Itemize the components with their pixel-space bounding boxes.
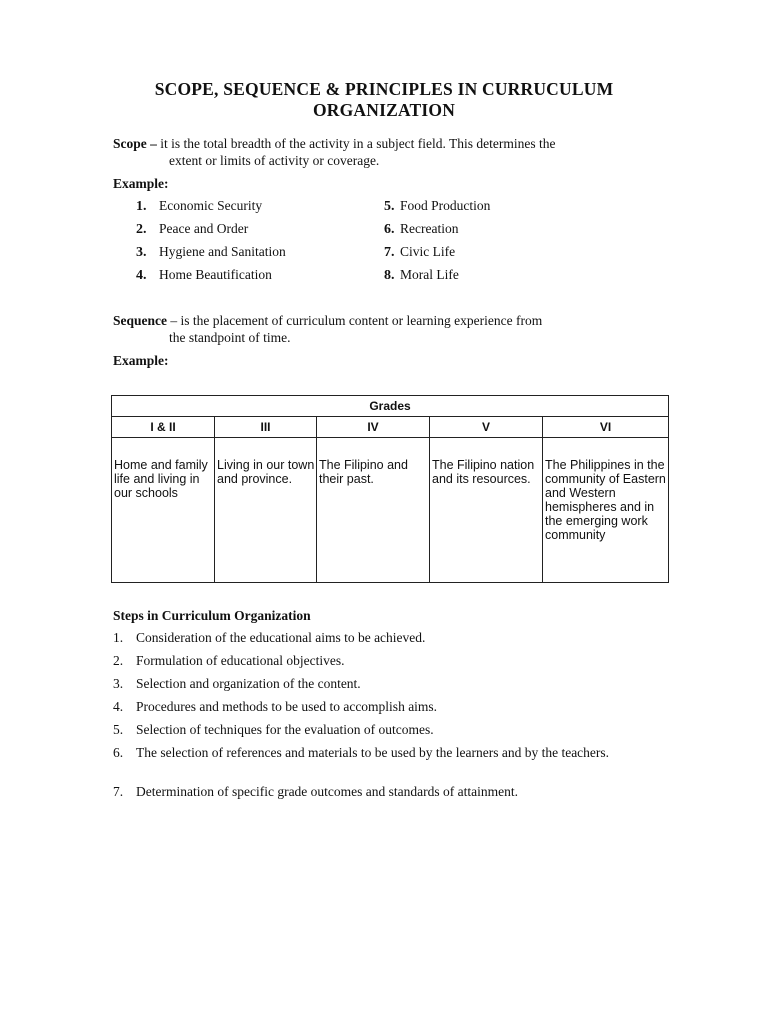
page-title: SCOPE, SEQUENCE & PRINCIPLES IN CURRUCULUM ORGANIZATION: [154, 79, 614, 120]
scope-term: Scope –: [113, 136, 157, 151]
grade-header: V: [430, 417, 543, 438]
scope-text-line2: extent or limits of activity or coverage.: [169, 153, 380, 168]
step-item: 3. Selection and organization of the content.: [113, 676, 361, 691]
grade-header: VI: [543, 417, 669, 438]
scope-example-label: Example:: [113, 176, 169, 191]
scope-example-item: 3. Hygiene and Sanitation: [136, 244, 286, 260]
step-item: 1. Consideration of the educational aims to be achieved.: [113, 630, 426, 645]
scope-example-item: 4. Home Beautification: [136, 267, 272, 283]
grade-header: III: [215, 417, 317, 438]
scope-example-item: 6. Recreation: [384, 221, 459, 237]
steps-heading: Steps in Curriculum Organization: [113, 608, 311, 623]
scope-text-line1: it is the total breadth of the activity in a subject field. This determines the: [156, 136, 556, 151]
grade-cell: Living in our town and province.: [215, 438, 317, 583]
grade-header: I & II: [112, 417, 215, 438]
scope-example-item: 5. Food Production: [384, 198, 491, 214]
grade-cell: The Philippines in the community of Eastern and Western hemispheres and in the emerging work community: [543, 438, 669, 583]
step-item: 6. The selection of references and materials to be used by the learners and by the teachers.: [113, 745, 610, 760]
grades-caption: Grades: [112, 396, 669, 417]
sequence-definition: [113, 312, 656, 346]
scope-example-item: 8. Moral Life: [384, 267, 459, 283]
scope-definition: [113, 135, 656, 169]
sequence-term: Sequence: [113, 313, 167, 328]
scope-example-item: 7. Civic Life: [384, 244, 456, 260]
step-item: 5. Selection of techniques for the evaluation of outcomes.: [113, 722, 434, 737]
grades-table: [111, 395, 669, 583]
sequence-text-line1: – is the placement of curriculum content or learning experience from: [167, 313, 543, 328]
grade-cell: Home and family life and living in our schools: [112, 438, 215, 583]
sequence-example-label: Example:: [113, 353, 169, 368]
scope-example-item: 1. Economic Security: [136, 198, 263, 214]
step-item: 7. Determination of specific grade outcomes and standards of attainment.: [113, 784, 518, 799]
grade-header: IV: [317, 417, 430, 438]
step-item: 4. Procedures and methods to be used to accomplish aims.: [113, 699, 438, 714]
step-item: 2. Formulation of educational objectives.: [113, 653, 345, 668]
scope-example-item: 2. Peace and Order: [136, 221, 249, 237]
grade-cell: The Filipino and their past.: [317, 438, 430, 583]
sequence-text-line2: the standpoint of time.: [169, 330, 291, 345]
grade-cell: The Filipino nation and its resources.: [430, 438, 543, 583]
